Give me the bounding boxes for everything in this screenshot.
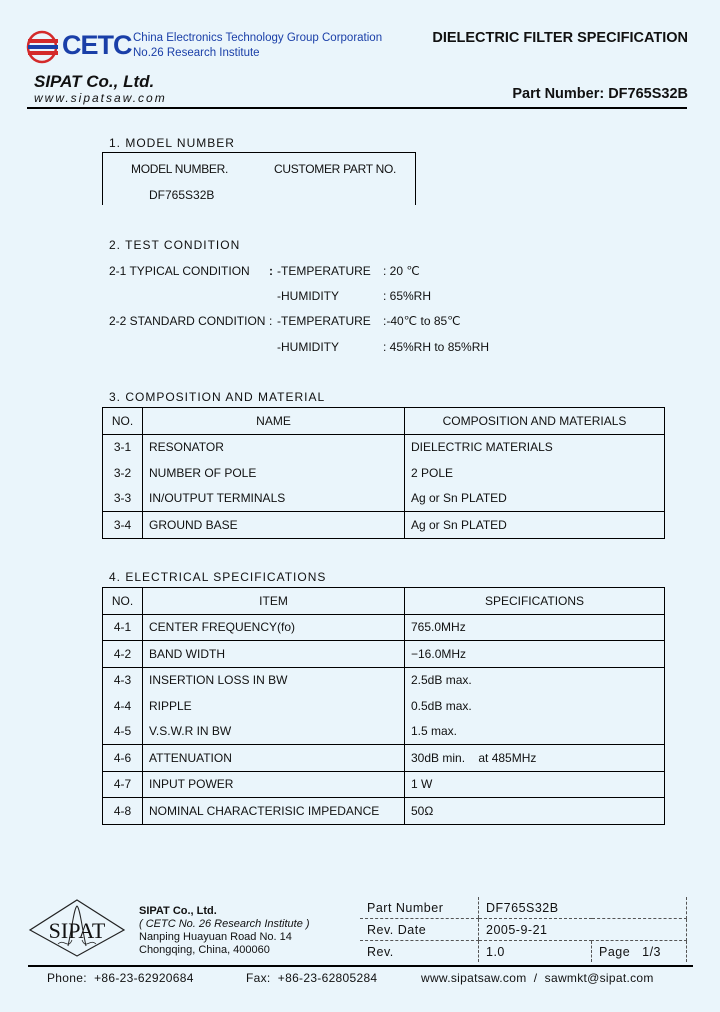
- composition-table: [102, 407, 665, 539]
- table-row: [103, 460, 665, 486]
- rev-value: 1.0: [479, 941, 592, 963]
- header-name: NAME: [143, 408, 405, 435]
- table-row: [103, 614, 665, 641]
- table-row: [103, 667, 665, 693]
- row-value: 1 W: [405, 771, 665, 798]
- model-number-header: MODEL NUMBER.: [131, 162, 228, 176]
- sipat-logo-icon: [28, 898, 126, 958]
- row-no: 4-6: [103, 745, 143, 772]
- svg-text:SIPAT: SIPAT: [48, 918, 106, 943]
- footer-divider: [28, 965, 693, 967]
- footer-company: SIPAT Co., Ltd.: [139, 905, 217, 917]
- row-name: V.S.W.R IN BW: [143, 719, 405, 745]
- row-no: 4-8: [103, 798, 143, 825]
- row-value: 1.5 max.: [405, 719, 665, 745]
- row-value: 50Ω: [405, 798, 665, 825]
- typical-condition-label: 2-1 TYPICAL CONDITION: [109, 264, 250, 278]
- row-name: ATTENUATION: [143, 745, 405, 772]
- company-website[interactable]: www.sipatsaw.com: [34, 91, 167, 105]
- typical-condition-sep: :: [269, 264, 273, 278]
- row-no: 3-4: [103, 512, 143, 539]
- cetc-logo-text: CETC: [62, 30, 132, 60]
- section-electrical-title: 4. ELECTRICAL SPECIFICATIONS: [109, 570, 327, 584]
- part-number-heading: Part Number: DF765S32B: [512, 86, 688, 102]
- model-number-value: DF765S32B: [149, 188, 215, 202]
- typical-humidity-param: -HUMIDITY: [277, 289, 339, 303]
- standard-temp-param: -TEMPERATURE: [277, 314, 371, 328]
- row-name: BAND WIDTH: [143, 641, 405, 668]
- header-specifications: SPECIFICATIONS: [405, 588, 665, 615]
- rev-label: Rev.: [367, 944, 394, 959]
- typical-temp-value: : 20 ℃: [383, 264, 420, 278]
- part-number-label: Part Number: [360, 897, 479, 919]
- org-institute: No.26 Research Institute: [133, 47, 260, 59]
- standard-condition-label: 2-2 STANDARD CONDITION: [109, 314, 266, 328]
- row-name: NUMBER OF POLE: [143, 460, 405, 486]
- footer-address-line1: Nanping Huayuan Road No. 14: [139, 931, 292, 943]
- page-indicator: Page 1/3: [592, 941, 687, 963]
- table-row: [103, 486, 665, 512]
- table-row: [103, 798, 665, 825]
- table-header-row: [103, 408, 665, 435]
- row-value: 765.0MHz: [405, 614, 665, 641]
- part-number-value: DF765S32B: [479, 897, 687, 919]
- section-composition-title: 3. COMPOSITION AND MATERIAL: [109, 390, 326, 404]
- rev-date-label: Rev. Date: [360, 919, 479, 941]
- contact-phone: Phone: +86-23-62920684: [47, 971, 194, 985]
- section-model-number-title: 1. MODEL NUMBER: [109, 136, 235, 150]
- footer-address-line2: Chongqing, China, 400060: [139, 944, 270, 956]
- row-no: 4-4: [103, 693, 143, 719]
- row-no: 4-7: [103, 771, 143, 798]
- electrical-spec-table: [102, 587, 665, 825]
- rev-date-value: 2005-9-21: [479, 919, 687, 941]
- row-no: 3-1: [103, 434, 143, 460]
- row-name: INSERTION LOSS IN BW: [143, 667, 405, 693]
- row-value: DIELECTRIC MATERIALS: [405, 434, 665, 460]
- row-value: 30dB min. at 485MHz: [405, 745, 665, 772]
- footer-institute: ( CETC No. 26 Research Institute ): [139, 918, 310, 930]
- standard-humidity-value: : 45%RH to 85%RH: [383, 340, 490, 354]
- table-header-row: [103, 588, 665, 615]
- typical-humidity-value: : 65%RH: [383, 289, 432, 303]
- row-name: INPUT POWER: [143, 771, 405, 798]
- contact-web-email[interactable]: www.sipatsaw.com / sawmkt@sipat.com: [421, 971, 654, 985]
- row-name: GROUND BASE: [143, 512, 405, 539]
- row-value: 0.5dB max.: [405, 693, 665, 719]
- row-no: 4-1: [103, 614, 143, 641]
- row-name: RESONATOR: [143, 434, 405, 460]
- org-name: China Electronics Technology Group Corporation: [133, 32, 383, 44]
- table-row: [103, 512, 665, 539]
- row-value: Ag or Sn PLATED: [405, 486, 665, 512]
- table-row: [103, 745, 665, 772]
- row-no: 3-2: [103, 460, 143, 486]
- contact-fax: Fax: +86-23-62805284: [246, 971, 378, 985]
- row-no: 4-2: [103, 641, 143, 668]
- row-value: 2 POLE: [405, 460, 665, 486]
- revision-table: [360, 897, 687, 962]
- table-row: [103, 719, 665, 745]
- row-value: Ag or Sn PLATED: [405, 512, 665, 539]
- section-test-condition-title: 2. TEST CONDITION: [109, 238, 241, 252]
- standard-humidity-param: -HUMIDITY: [277, 340, 339, 354]
- row-no: 3-3: [103, 486, 143, 512]
- standard-temp-value: :-40℃ to 85℃: [383, 314, 461, 328]
- row-name: RIPPLE: [143, 693, 405, 719]
- row-name: NOMINAL CHARACTERISIC IMPEDANCE: [143, 798, 405, 825]
- header-no: NO.: [103, 408, 143, 435]
- row-name: CENTER FREQUENCY(fo): [143, 614, 405, 641]
- row-no: 4-5: [103, 719, 143, 745]
- company-name: SIPAT Co., Ltd.: [34, 72, 155, 91]
- row-no: 4-3: [103, 667, 143, 693]
- standard-condition-sep: :: [269, 314, 273, 328]
- table-row: [103, 434, 665, 460]
- row-value: −16.0MHz: [405, 641, 665, 668]
- row-value: 2.5dB max.: [405, 667, 665, 693]
- table-row: [103, 641, 665, 668]
- header-composition: COMPOSITION AND MATERIALS: [405, 408, 665, 435]
- typical-temp-param: -TEMPERATURE: [277, 264, 371, 278]
- table-row: [103, 693, 665, 719]
- header-item: ITEM: [143, 588, 405, 615]
- model-number-box: [102, 152, 416, 205]
- row-name: IN/OUTPUT TERMINALS: [143, 486, 405, 512]
- document-title: DIELECTRIC FILTER SPECIFICATION: [432, 30, 688, 46]
- header-divider: [27, 107, 687, 109]
- customer-part-header: CUSTOMER PART NO.: [274, 162, 397, 176]
- header-no: NO.: [103, 588, 143, 615]
- table-row: [103, 771, 665, 798]
